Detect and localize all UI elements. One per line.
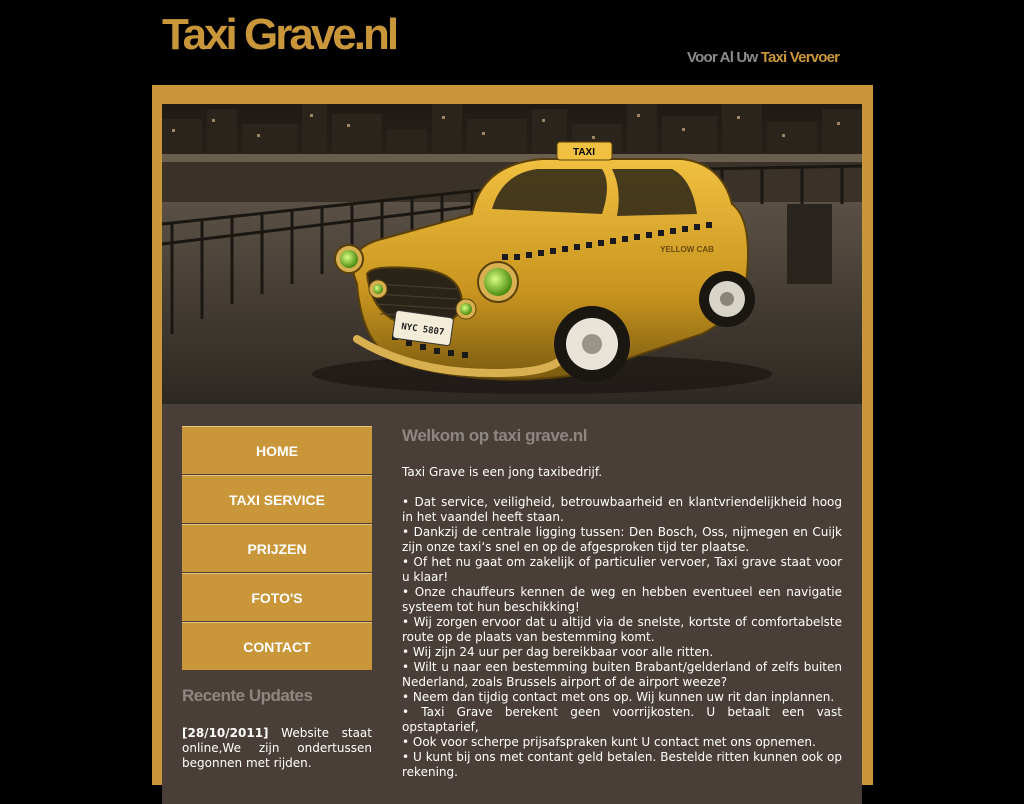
list-item: • Onze chauffeurs kennen de weg en hebben eventueel een navigatie systeem tot hun beschikking! xyxy=(402,585,842,614)
main-nav xyxy=(182,426,372,671)
nav-contact[interactable]: CONTACT xyxy=(182,622,372,670)
header-taxi-image xyxy=(162,104,862,404)
nav-prijzen[interactable]: PRIJZEN xyxy=(182,524,372,572)
update-body: Website staat online,We zijn ondertussen begonnen met rijden. xyxy=(182,726,372,770)
list-item: • Neem dan tijdig contact met ons op. Wij kunnen uw rit dan inplannen. xyxy=(402,690,835,704)
updates-heading: Recente Updates xyxy=(182,686,313,705)
taxi-roof-sign: TAXI xyxy=(572,147,596,158)
list-item: • U kunt bij ons met contant geld betalen. Bestelde ritten kunnen ook op rekening. xyxy=(402,750,842,779)
site-tagline xyxy=(687,49,839,66)
list-item: • Of het nu gaat om zakelijk of particulier vervoer, Taxi grave staat voor u klaar! xyxy=(402,555,842,584)
page-frame xyxy=(152,85,873,785)
main-content xyxy=(402,426,842,780)
list-item: • Taxi Grave berekent geen voorrijkosten. U betaalt een vast opstaptarief, xyxy=(402,705,842,734)
license-plate: NYC 5807 xyxy=(400,322,445,338)
list-item: • Wilt u naar een bestemming buiten Brabant/gelderland of zelfs buiten Nederland, zoals Brussels airport of de airport weeze? xyxy=(402,660,842,689)
list-item: • Ook voor scherpe prijsafspraken kunt U contact met ons opnemen. xyxy=(402,735,816,749)
nav-home[interactable]: HOME xyxy=(182,426,372,474)
site-logo[interactable]: Taxi Grave.nl xyxy=(162,10,397,59)
nav-fotos[interactable]: FOTO'S xyxy=(182,573,372,621)
taxi-door-text: YELLOW CAB xyxy=(660,245,714,254)
nav-taxi-service[interactable]: TAXI SERVICE xyxy=(182,475,372,523)
update-date: [28/10/2011] xyxy=(182,726,269,740)
tagline-highlight: Taxi Vervoer xyxy=(760,49,840,66)
intro-text: Taxi Grave is een jong taxibedrijf. xyxy=(402,465,603,479)
list-item: • Wij zorgen ervoor dat u altijd via de snelste, kortste of comfortabelste route op de plaats van bestemming komt. xyxy=(402,615,842,644)
content-area xyxy=(162,404,862,804)
list-item: • Wij zijn 24 uur per dag bereikbaar voor alle ritten. xyxy=(402,645,714,659)
list-item: • Dankzij de centrale ligging tussen: Den Bosch, Oss, nijmegen en Cuijk zijn onze taxi‘s snel en op de afgesproken tijd ter plaatse. xyxy=(402,525,842,554)
list-item: • Dat service, veiligheid, betrouwbaarheid en klantvriendelijkheid hoog in het vaandel heeft staan. xyxy=(402,495,842,524)
feature-list xyxy=(402,495,842,780)
update-entry xyxy=(182,726,372,771)
page-title: Welkom op taxi grave.nl xyxy=(402,426,588,445)
tagline-prefix: Voor Al Uw xyxy=(687,49,761,66)
